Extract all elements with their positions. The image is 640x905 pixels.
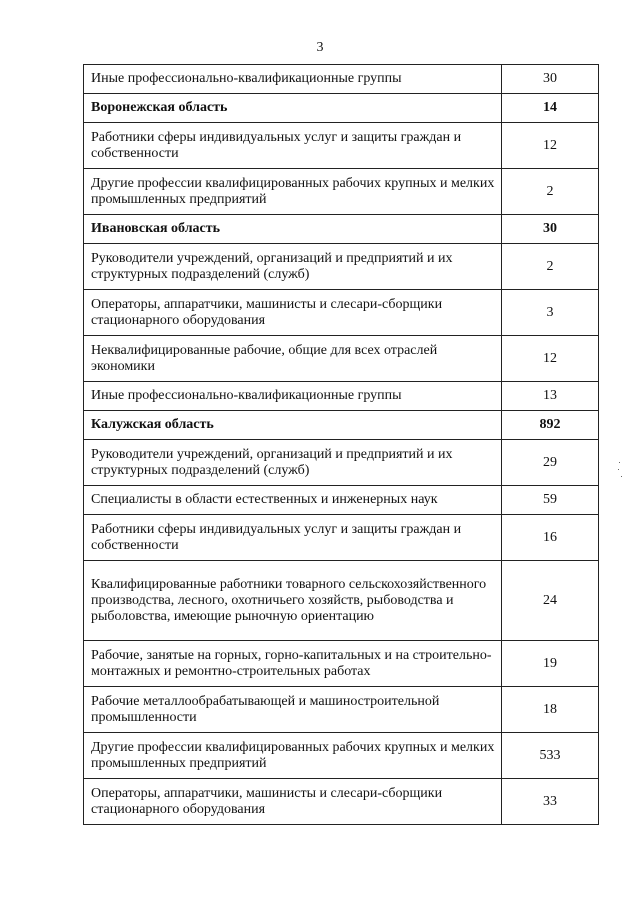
region-total-cell: 30: [502, 215, 599, 244]
count-cell: 19: [502, 641, 599, 687]
category-name-cell: Неквалифицированные рабочие, общие для всех отраслей экономики: [84, 336, 502, 382]
category-name-cell: Другие профессии квалифицированных рабочих крупных и мелких промышленных предприятий: [84, 169, 502, 215]
count-cell: 3: [502, 290, 599, 336]
category-name-cell: Работники сферы индивидуальных услуг и защиты граждан и собственности: [84, 123, 502, 169]
table-row: [84, 244, 599, 290]
category-name-cell: Операторы, аппаратчики, машинисты и слесари-сборщики стационарного оборудования: [84, 779, 502, 825]
region-name-cell: Ивановская область: [84, 215, 502, 244]
table-row: [84, 440, 599, 486]
table-row: [84, 123, 599, 169]
table-row: [84, 779, 599, 825]
count-cell: 59: [502, 486, 599, 515]
table-row: [84, 382, 599, 411]
region-row: [84, 215, 599, 244]
category-name-cell: Квалифицированные работники товарного сельскохозяйственного производства, лесного, охотничьего хозяйств, рыбоводства и рыболовства, имеющие рыночную ориентацию: [84, 561, 502, 641]
category-name-cell: Иные профессионально-квалификационные группы: [84, 65, 502, 94]
table-row: [84, 687, 599, 733]
count-cell: 24: [502, 561, 599, 641]
category-name-cell: Руководители учреждений, организаций и предприятий и их структурных подразделений (служб): [84, 440, 502, 486]
count-cell: 16: [502, 515, 599, 561]
category-name-cell: Операторы, аппаратчики, машинисты и слесари-сборщики стационарного оборудования: [84, 290, 502, 336]
region-name-cell: Воронежская область: [84, 94, 502, 123]
category-name-cell: Специалисты в области естественных и инженерных наук: [84, 486, 502, 515]
count-cell: 2: [502, 244, 599, 290]
category-name-cell: Руководители учреждений, организаций и предприятий и их структурных подразделений (служб): [84, 244, 502, 290]
category-name-cell: Работники сферы индивидуальных услуг и защиты граждан и собственности: [84, 515, 502, 561]
region-name-cell: Калужская область: [84, 411, 502, 440]
region-row: [84, 94, 599, 123]
count-cell: 18: [502, 687, 599, 733]
region-row: [84, 411, 599, 440]
quota-table-body: [84, 65, 599, 825]
count-cell: 12: [502, 336, 599, 382]
region-total-cell: 14: [502, 94, 599, 123]
quota-table: [83, 64, 599, 825]
count-cell: 533: [502, 733, 599, 779]
table-row: [84, 561, 599, 641]
table-row: [84, 290, 599, 336]
count-cell: 13: [502, 382, 599, 411]
table-row: [84, 733, 599, 779]
count-cell: 29: [502, 440, 599, 486]
category-name-cell: Иные профессионально-квалификационные группы: [84, 382, 502, 411]
count-cell: 30: [502, 65, 599, 94]
table-row: [84, 515, 599, 561]
page-number: 3: [316, 40, 324, 55]
count-cell: 2: [502, 169, 599, 215]
count-cell: 33: [502, 779, 599, 825]
table-row: [84, 486, 599, 515]
category-name-cell: Другие профессии квалифицированных рабочих крупных и мелких промышленных предприятий: [84, 733, 502, 779]
category-name-cell: Рабочие металлообрабатывающей и машиностроительной промышленности: [84, 687, 502, 733]
count-cell: 12: [502, 123, 599, 169]
scan-noise-dots: [618, 462, 622, 482]
table-row: [84, 65, 599, 94]
table-row: [84, 641, 599, 687]
category-name-cell: Рабочие, занятые на горных, горно-капитальных и на строительно-монтажных и ремонтно-строительных работах: [84, 641, 502, 687]
table-row: [84, 336, 599, 382]
region-total-cell: 892: [502, 411, 599, 440]
table-row: [84, 169, 599, 215]
